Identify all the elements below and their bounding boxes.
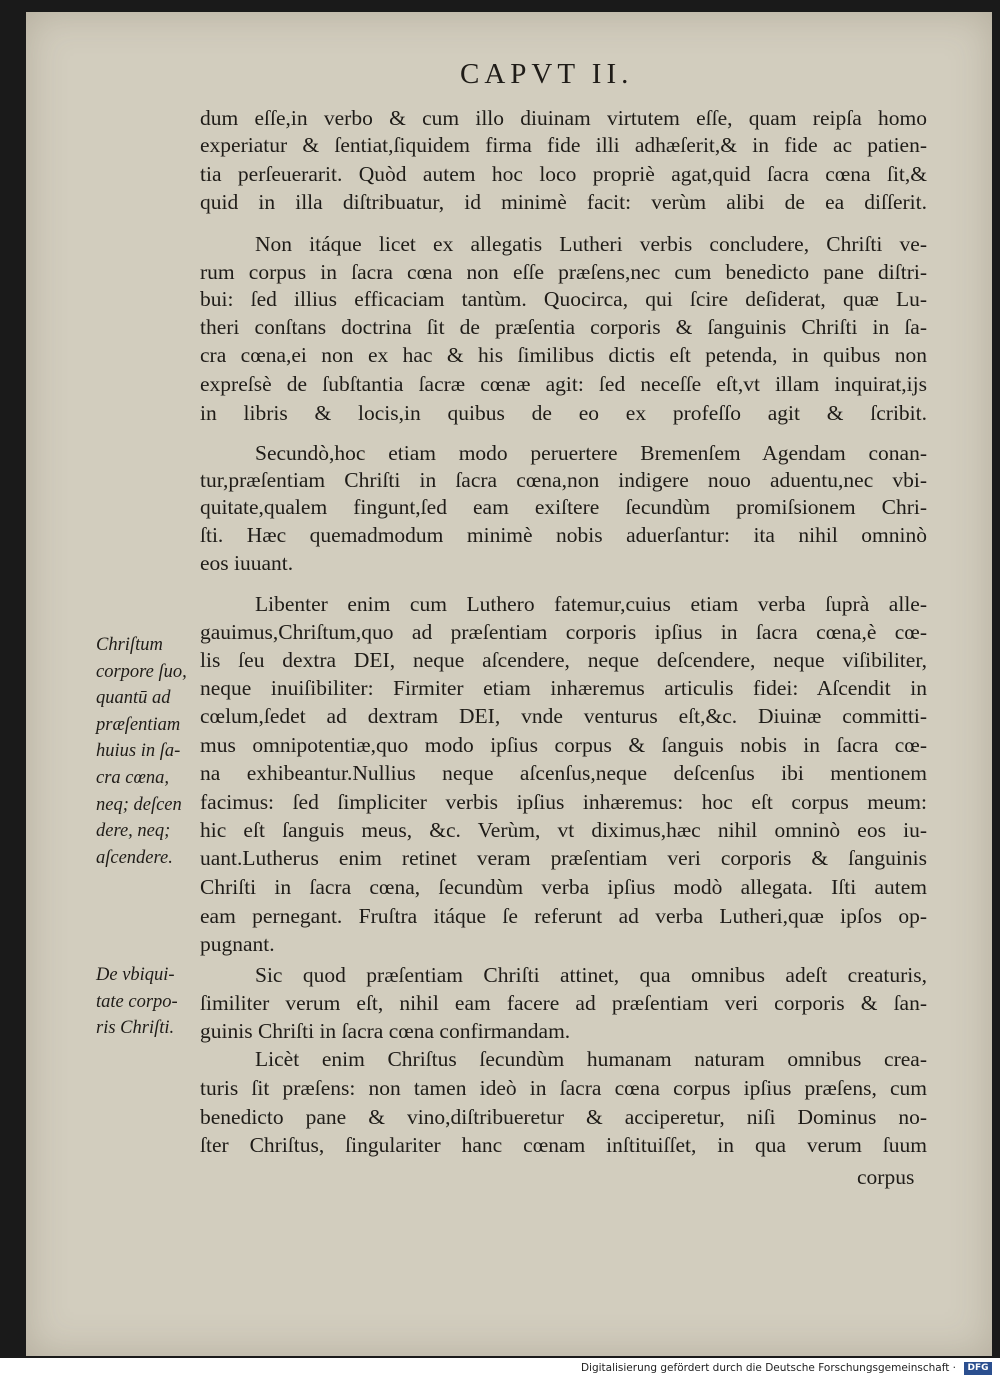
text-line: guinis Chriſti in ſacra cœna confirmandam. bbox=[200, 1019, 571, 1043]
margin-note-line: dere, neq; bbox=[96, 821, 171, 842]
margin-note-line: huius in ſa- bbox=[96, 741, 181, 762]
text-line: Licèt enim Chriſtus ſecundùm humanam naturam omnibus crea- bbox=[255, 1047, 927, 1071]
text-line: hic eſt ſanguis meus, &c. Verùm, vt diximus,hæc nihil omninò eos iu- bbox=[200, 818, 927, 842]
text-line: ſter Chriſtus, ſingulariter hanc cœnam inſtituiſſet, in qua verum ſuum bbox=[200, 1133, 927, 1157]
text-line: benedicto pane & vino,diſtribueretur & acciperetur, niſi Dominus no- bbox=[200, 1105, 927, 1129]
text-line: lis ſeu dextra DEI, neque aſcendere, neque deſcendere, neque viſibiliter, bbox=[200, 648, 927, 672]
text-line: facimus: ſed ſimpliciter verbis ipſius inhæremus: hoc eſt corpus meum: bbox=[200, 790, 927, 814]
chapter-header: CAPVT II. bbox=[460, 58, 634, 90]
margin-note-line: Chriſtum bbox=[96, 635, 163, 655]
text-line: corpus bbox=[857, 1165, 915, 1189]
margin-note-line: neq; deſcen bbox=[96, 794, 182, 815]
text-line: expreſsè de ſubſtantia ſacræ cœnæ agit: ſed neceſſe eſt,vt illam inquirat,ijs bbox=[200, 372, 927, 396]
text-line: Non itáque licet ex allegatis Lutheri verbis concludere, Chriſti ve- bbox=[255, 232, 927, 256]
text-line: Chriſti in ſacra cœna, ſecundùm verba ipſius modò allegata. Iſti autem bbox=[200, 875, 927, 899]
text-line: gauimus,Chriſtum,quo ad præſentiam corporis ipſius in ſacra cœna,è cœ- bbox=[200, 620, 927, 644]
text-line: tia perſeuerarit. Quòd autem hoc loco propriè agat,quid ſacra cœna ſit,& bbox=[200, 162, 927, 186]
text-line: eos iuuant. bbox=[200, 551, 294, 575]
text-line: na exhibeantur.Nullius neque aſcenſus,neque deſcenſus ibi mentionem bbox=[200, 761, 927, 785]
margin-note-line: quantū ad bbox=[96, 688, 171, 709]
text-line: neque inuiſibiliter: Firmiter etiam inhæremus articulis fidei: Aſcendit in bbox=[200, 676, 927, 700]
text-line: cra cœna,ei non ex hac & his ſimilibus dictis eſt petenda, in quibus non bbox=[200, 343, 927, 367]
margin-note-line: corpore ſuo, bbox=[96, 661, 187, 682]
text-line: dum eſſe,in verbo & cum illo diuinam virtutem eſſe, quam reipſa homo bbox=[200, 106, 927, 130]
text-line: experiatur & ſentiat,ſiquidem firma fide illi adhæſerit,& in fide ac patien- bbox=[200, 133, 927, 157]
margin-note-line: De vbiqui- bbox=[96, 965, 175, 985]
text-line: quid in illa diſtribuatur, id minimè facit: verùm alibi de ea diſſerit. bbox=[200, 190, 927, 214]
text-line: Secundò,hoc etiam modo peruertere Bremenſem Agendam conan- bbox=[255, 441, 927, 465]
text-line: Libenter enim cum Luthero fatemur,cuius etiam verba ſuprà alle- bbox=[255, 592, 927, 616]
margin-note-line: aſcendere. bbox=[96, 847, 173, 868]
text-line: turis ſit præſens: non tamen ideò in ſacra cœna corpus ipſius præſens, cum bbox=[200, 1076, 927, 1100]
text-line: Sic quod præſentiam Chriſti attinet, qua omnibus adeſt creaturis, bbox=[255, 963, 927, 987]
text-line: bui: ſed illius efficaciam tantùm. Quocirca, qui ſcire deſiderat, quæ Lu- bbox=[200, 287, 927, 311]
text-line: ſti. Hæc quemadmodum minimè nobis aduerſantur: ita nihil omninò bbox=[200, 523, 927, 547]
margin-note-line: tate corpo- bbox=[96, 991, 178, 1012]
text-line: eam pernegant. Fruſtra itáque ſe referunt ad verba Lutheri,quæ ipſos op- bbox=[200, 904, 927, 928]
text-line: theri conſtans doctrina ſit de præſentia corporis & ſanguinis Chriſti in ſa- bbox=[200, 315, 927, 339]
margin-note-line: ris Chriſti. bbox=[96, 1018, 175, 1039]
margin-note-ubiquitate bbox=[96, 962, 178, 1042]
text-line: tur,præſentiam Chriſti in ſacra cœna,non indigere nouo aduentu,nec vbi- bbox=[200, 468, 927, 492]
text-line: ſimiliter verum eſt, nihil eam facere ad præſentiam veri corporis & ſan- bbox=[200, 991, 927, 1015]
text-line: rum corpus in ſacra cœna non eſſe præſens,nec cum benedicto pane diſtri- bbox=[200, 260, 927, 284]
digitization-credit: Digitalisierung gefördert durch die Deutsche Forschungsgemeinschaft · bbox=[580, 1362, 956, 1374]
text-line: in libris & locis,in quibus de eo ex profeſſo agit & ſcribit. bbox=[200, 401, 927, 425]
text-line: pugnant. bbox=[200, 932, 275, 956]
dfg-logo: DFG bbox=[964, 1362, 992, 1375]
margin-note-christum bbox=[96, 632, 187, 871]
text-line: mus omnipotentiæ,quo modo ipſius corpus & ſanguis nobis in ſacra cœ- bbox=[200, 733, 927, 757]
margin-note-line: præſentiam bbox=[96, 714, 181, 735]
text-line: cœlum,ſedet ad dextram DEI, vnde venturus eſt,&c. Diuinæ committi- bbox=[200, 704, 927, 728]
text-line: uant.Lutherus enim retinet veram præſentiam veri corporis & ſanguinis bbox=[200, 846, 927, 870]
margin-note-line: cra cœna, bbox=[96, 767, 169, 788]
text-line: quitate,qualem fingunt,ſed eam exiſtere ſecundùm promiſsionem Chri- bbox=[200, 495, 927, 519]
